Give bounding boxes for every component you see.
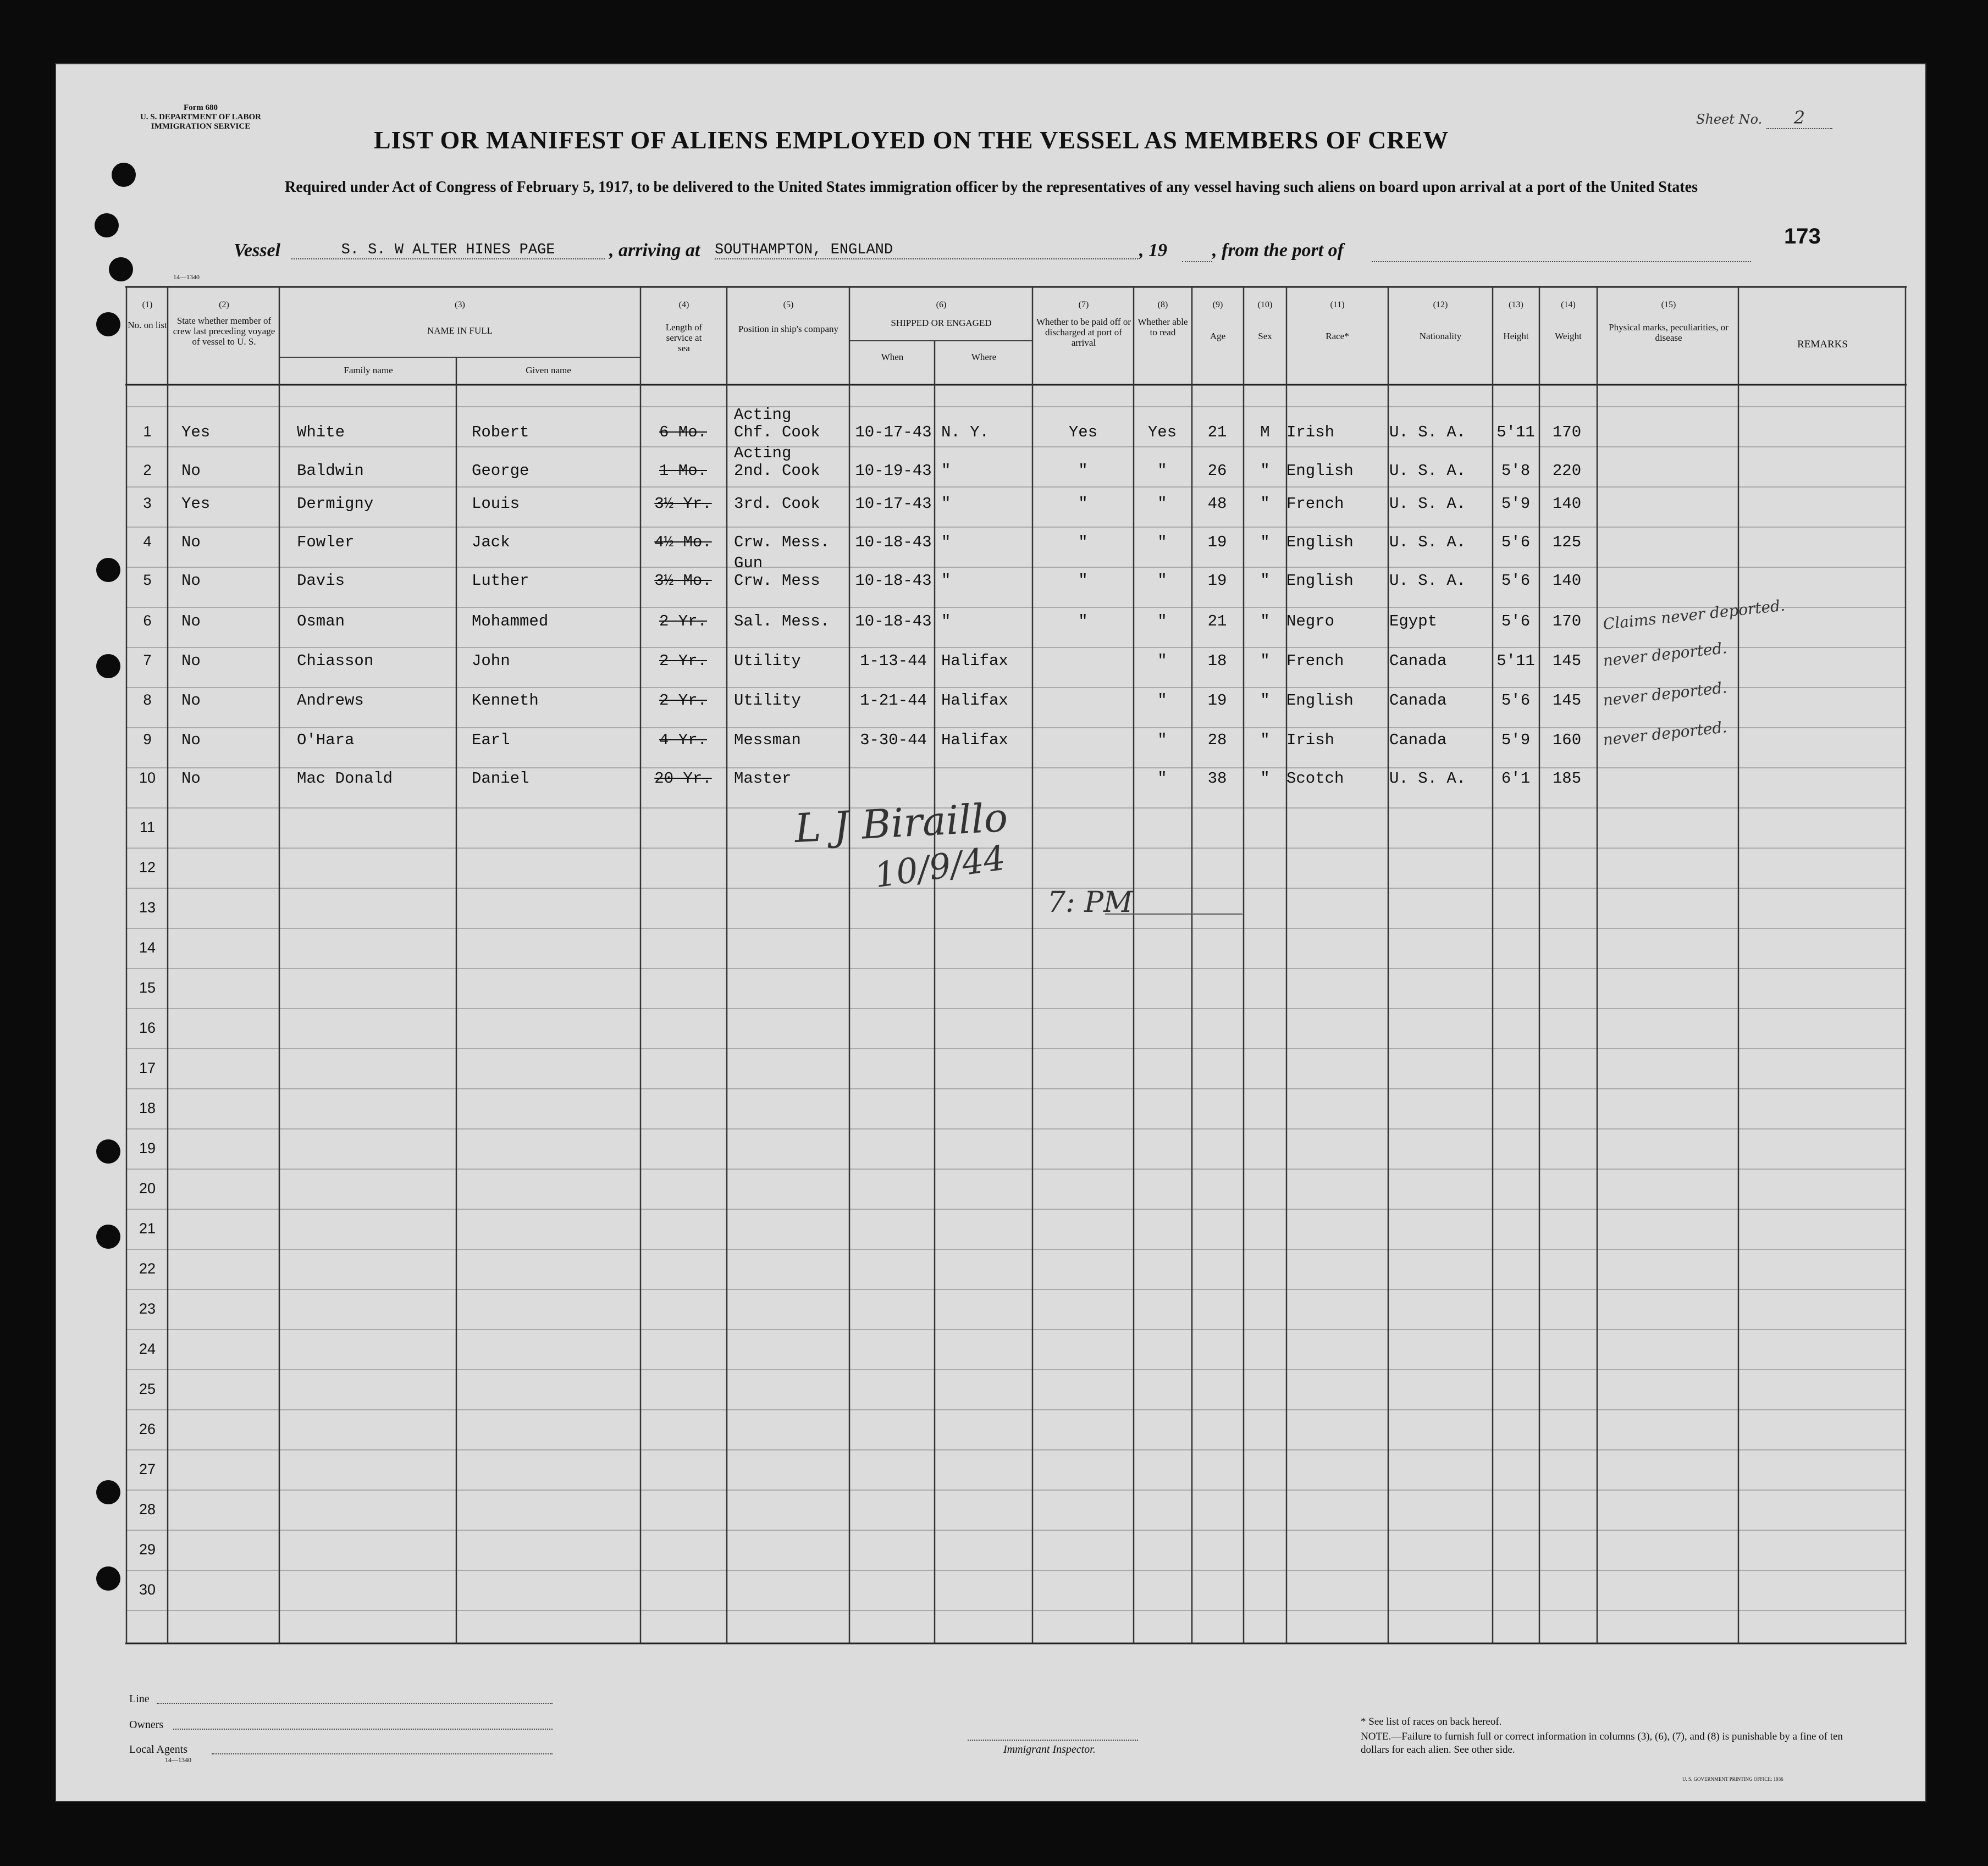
cell-read: " [1157,495,1167,513]
cell-nationality: U. S. A. [1389,769,1466,788]
col-header-name: (3) NAME IN FULL [427,300,493,336]
cell-when: 10-18-43 [855,572,932,590]
cell-prev: No [181,731,201,749]
inspector-blank [968,1740,1138,1741]
cell-no: 2 [143,462,152,478]
cell-age: 19 [1207,691,1227,710]
cell-where: Halifax [941,731,1008,749]
cell-no: 6 [143,612,152,629]
cell-nationality: Canada [1389,691,1447,710]
cell-height: 5'9 [1501,731,1531,749]
cell-paid: " [1078,495,1088,513]
cell-given: Luther [472,572,529,590]
cell-when: 3-30-44 [860,731,927,749]
cell-where: Halifax [941,691,1008,710]
cell-read: " [1157,533,1167,551]
cell-sex: " [1260,612,1270,630]
cell-sex: " [1260,731,1270,749]
footer-agents: Local Agents [129,1743,188,1756]
vessel-label: Vessel [234,240,280,261]
col-header-remarks: REMARKS [1797,339,1848,350]
footer-line [129,1693,150,1706]
col-header-nationality: (12) Nationality [1419,300,1462,341]
cell-read: " [1157,731,1167,749]
cell-position: Gun [734,554,763,572]
cell-weight: 140 [1552,572,1582,590]
cell-race: English [1286,533,1354,551]
empty-row-number: 14 [139,939,156,956]
cell-family: Baldwin [297,462,364,480]
cell-given: Jack [472,533,510,551]
cell-service: 2 Yr. [659,612,707,630]
sheet-no-value: 2 [1766,107,1832,129]
cell-when: 10-19-43 [855,462,932,480]
cell-position: Utility [734,691,801,710]
cell-where: " [941,495,951,513]
col-header-paid-off: (7) Whether to be paid off or discharged at port of arrival [1036,300,1131,348]
inspector-signature: L J Biraillo [793,794,1009,852]
empty-row-number: 15 [139,979,156,996]
cell-age: 18 [1207,652,1227,670]
cell-sex: " [1260,769,1270,788]
cell-nationality: U. S. A. [1389,572,1466,590]
cell-weight: 220 [1552,462,1582,480]
cell-sex: " [1260,495,1270,513]
cell-nationality: Egypt [1389,612,1438,630]
col-header-given-name: Given name [526,365,571,375]
cell-physical-marks: never deported. [1602,718,1728,749]
cell-race: French [1286,495,1344,513]
col-header-weight: (14) Weight [1555,300,1582,341]
cell-weight: 160 [1552,731,1582,749]
printer-line: U. S. GOVERNMENT PRINTING OFFICE: 1936 [1682,1776,1783,1782]
col-header-no: (1) No. on list [128,300,167,330]
cell-family: Fowler [297,533,355,551]
cell-service: 1 Mo. [659,462,707,480]
cell-age: 26 [1207,462,1227,480]
cell-service: 3½ Yr. [654,495,712,513]
cell-height: 5'6 [1501,691,1531,710]
small-code: 14—1340 [173,273,200,281]
empty-row-number: 26 [139,1421,156,1437]
cell-read: " [1157,769,1167,788]
empty-row-number: 21 [139,1220,156,1237]
cell-family: O'Hara [297,731,355,749]
empty-row-number: 25 [139,1381,156,1397]
cell-height: 5'11 [1496,652,1535,670]
cell-read: " [1157,612,1167,630]
cell-where: N. Y. [941,423,990,441]
cell-paid: " [1078,462,1088,480]
cell-age: 19 [1207,533,1227,551]
cell-no: 1 [143,423,152,440]
signature-time: 7: PM [1047,886,1133,919]
penalty-note: NOTE.—Failure to furnish full or correct information in columns (3), (6), (7), and (8) is punishable by a fine of ten dollars for each alien. See other side. [1361,1731,1843,1756]
cell-position: Crw. Mess [734,572,820,590]
cell-race: Negro [1286,612,1335,630]
cell-sex: " [1260,572,1270,590]
cell-physical-marks: never deported. [1602,678,1728,710]
footer-owners: Owners [129,1719,164,1731]
cell-age: 28 [1207,731,1227,749]
col-header-age: (9) Age [1210,300,1226,341]
cell-family: White [297,423,345,441]
cell-paid: " [1078,612,1088,630]
cell-no: 8 [143,691,152,708]
cell-family: Osman [297,612,345,630]
cell-when: 1-13-44 [860,652,927,670]
cell-service: 4 Yr. [659,731,707,749]
cell-nationality: U. S. A. [1389,495,1466,513]
from-label: , from the port of [1212,240,1344,261]
empty-row-number: 16 [139,1020,156,1036]
cell-age: 38 [1207,769,1227,788]
cell-weight: 140 [1552,495,1582,513]
empty-row-number: 22 [139,1260,156,1277]
cell-race: Irish [1286,423,1335,441]
cell-where: " [941,612,951,630]
cell-position: Acting [734,444,792,462]
cell-read: " [1157,572,1167,590]
col-header-race: (11) Race* [1326,300,1349,341]
vessel-name: S. S. W ALTER HINES PAGE [291,242,605,259]
cell-age: 21 [1207,423,1227,441]
cell-when: 10-17-43 [855,495,932,513]
cell-sex: " [1260,652,1270,670]
page-title: LIST OR MANIFEST OF ALIENS EMPLOYED ON THE VESSEL AS MEMBERS OF CREW [374,126,1449,154]
cell-race: Irish [1286,731,1335,749]
empty-row-number: 12 [139,859,156,876]
form-number: Form 680 U. S. DEPARTMENT OF LABOR IMMIGRATION SERVICE [140,103,262,131]
empty-row-number: 24 [139,1341,156,1357]
col-header-where: Where [971,352,997,362]
cell-service: 20 Yr. [654,769,712,788]
cell-given: Robert [472,423,529,441]
cell-race: Scotch [1286,769,1344,788]
cell-given: John [472,652,510,670]
cell-weight: 185 [1552,769,1582,788]
cell-read: " [1157,652,1167,670]
cell-service: 3½ Mo. [654,572,712,590]
cell-when: 10-18-43 [855,612,932,630]
col-header-family-name: Family name [344,365,393,375]
cell-height: 5'6 [1501,612,1531,630]
cell-position: 2nd. Cook [734,462,820,480]
cell-race: English [1286,691,1354,710]
cell-family: Dermigny [297,495,374,513]
cell-race: English [1286,462,1354,480]
cell-race: French [1286,652,1344,670]
cell-given: Louis [472,495,520,513]
cell-family: Andrews [297,691,364,710]
cell-nationality: U. S. A. [1389,533,1466,551]
cell-when: 10-17-43 [855,423,932,441]
col-header-height: (13) Height [1503,300,1529,341]
cell-read: Yes [1147,423,1177,441]
cell-position: Crw. Mess. [734,533,830,551]
cell-where: " [941,533,951,551]
cell-nationality: U. S. A. [1389,423,1466,441]
cell-height: 5'6 [1501,572,1531,590]
cell-read: " [1157,462,1167,480]
cell-given: Earl [472,731,510,749]
cell-family: Mac Donald [297,769,393,788]
cell-position: Messman [734,731,801,749]
col-header-shipped: (6) SHIPPED OR ENGAGED [891,300,992,328]
empty-row-number: 23 [139,1300,156,1317]
cell-paid: " [1078,572,1088,590]
cell-prev: Yes [181,495,211,513]
cell-where: " [941,462,951,480]
footer-agents-blank [212,1753,553,1754]
cell-height: 5'11 [1496,423,1535,441]
footer-small-code: 14—1340 [165,1756,191,1764]
cell-given: George [472,462,529,480]
col-header-prev-voyage: (2) State whether member of crew last preceding voyage of vessel to U. S. [173,300,275,347]
cell-nationality: Canada [1389,731,1447,749]
empty-row-number: 28 [139,1501,156,1518]
cell-age: 48 [1207,495,1227,513]
cell-paid: Yes [1068,423,1098,441]
cell-paid: " [1078,533,1088,551]
cell-physical-marks: never deported. [1602,639,1728,670]
cell-family: Davis [297,572,345,590]
col-header-read: (8) Whether able to read [1137,300,1188,337]
arriving-label: , arriving at [609,240,700,261]
empty-row-number: 13 [139,899,156,916]
empty-row-number: 18 [139,1100,156,1116]
sheet-no-label: Sheet No. [1696,112,1763,127]
subtitle: Required under Act of Congress of February 5, 1917, to be delivered to the United States immigration officer by the representatives of any vessel having such aliens on board upon arrival at a port of the United States [285,179,1698,196]
empty-row-number: 30 [139,1581,156,1598]
cell-height: 5'9 [1501,495,1531,513]
cell-weight: 170 [1552,423,1582,441]
col-header-sex: (10) Sex [1257,300,1273,341]
cell-sex: " [1260,691,1270,710]
cell-sex: M [1260,423,1270,441]
cell-position: Utility [734,652,801,670]
empty-row-number: 20 [139,1180,156,1197]
col-header-marks: (15) Physical marks, peculiarities, or disease [1609,300,1729,343]
cell-age: 19 [1207,572,1227,590]
cell-read: " [1157,691,1167,710]
year-label: , 19 [1139,240,1167,261]
cell-where: " [941,572,951,590]
cell-service: 2 Yr. [659,691,707,710]
cell-prev: No [181,533,201,551]
cell-position: Acting [734,406,792,424]
cell-weight: 145 [1552,652,1582,670]
cell-position: Sal. Mess. [734,612,830,630]
cell-age: 21 [1207,612,1227,630]
cell-prev: No [181,462,201,480]
cell-physical-marks: Claims never deported. [1602,596,1786,634]
signature-time-underline [1105,913,1242,915]
cell-sex: " [1260,462,1270,480]
empty-row-number: 29 [139,1541,156,1558]
cell-no: 9 [143,731,152,747]
cell-nationality: Canada [1389,652,1447,670]
footer-line-label: Line [129,1693,150,1705]
cell-no: 10 [139,769,156,786]
cell-prev: Yes [181,423,211,441]
footer-line-blank [157,1703,553,1704]
cell-weight: 170 [1552,612,1582,630]
cell-height: 6'1 [1501,769,1531,788]
cell-position: 3rd. Cook [734,495,820,513]
cell-family: Chiasson [297,652,374,670]
cell-prev: No [181,769,201,788]
col-header-position: (5) Position in ship's company [738,300,839,334]
stamp-number: 173 [1784,224,1821,248]
cell-no: 3 [143,495,152,511]
cell-prev: No [181,652,201,670]
cell-when: 1-21-44 [860,691,927,710]
cell-service: 4½ Mo. [654,533,712,551]
cell-where: Halifax [941,652,1008,670]
footer-owners-blank [173,1729,553,1730]
cell-nationality: U. S. A. [1389,462,1466,480]
cell-no: 7 [143,652,152,668]
cell-given: Mohammed [472,612,549,630]
empty-row-number: 27 [139,1461,156,1477]
cell-no: 4 [143,533,152,550]
cell-given: Daniel [472,769,529,788]
cell-race: English [1286,572,1354,590]
cell-weight: 125 [1552,533,1582,551]
cell-service: 6 Mo. [659,423,707,441]
cell-when: 10-18-43 [855,533,932,551]
cell-height: 5'6 [1501,533,1531,551]
immigrant-inspector-label: Immigrant Inspector. [1003,1743,1096,1756]
cell-service: 2 Yr. [659,652,707,670]
cell-position: Master [734,769,792,788]
race-note: * See list of races on back hereof. [1361,1716,1502,1727]
col-header-when: When [881,352,904,362]
empty-row-number: 19 [139,1140,156,1156]
cell-prev: No [181,572,201,590]
cell-height: 5'8 [1501,462,1531,480]
col-header-service: (4) Length of service at sea [665,300,703,353]
cell-prev: No [181,612,201,630]
cell-sex: " [1260,533,1270,551]
cell-position: Chf. Cook [734,423,820,441]
cell-given: Kenneth [472,691,539,710]
cell-weight: 145 [1552,691,1582,710]
empty-row-number: 17 [139,1060,156,1076]
arriving-port: SOUTHAMPTON, ENGLAND [715,242,1138,259]
cell-no: 5 [143,572,152,588]
cell-prev: No [181,691,201,710]
empty-row-number: 11 [139,819,156,835]
signature-date: 10/9/44 [872,837,1008,896]
